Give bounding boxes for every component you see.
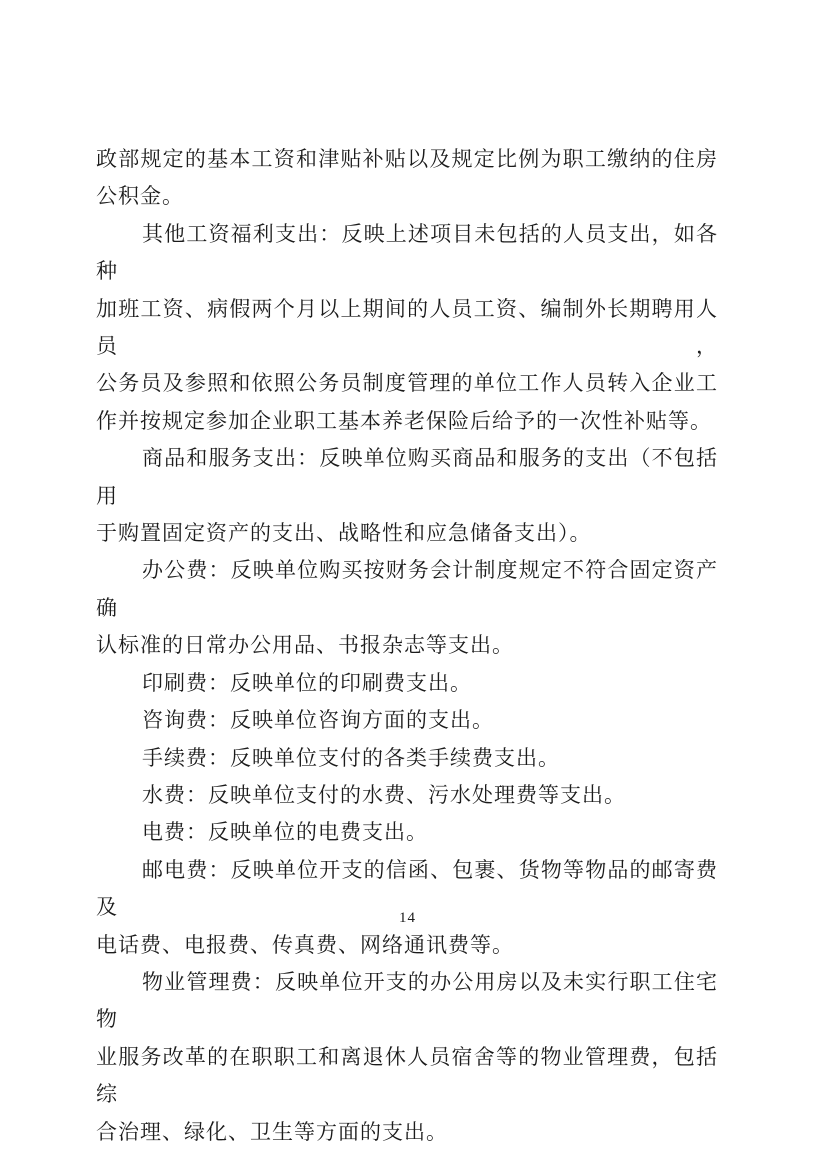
text-line: 印刷费：反映单位的印刷费支出。 [142, 670, 472, 695]
text-line: 邮电费：反映单位开支的信函、包裹、货物等物品的邮寄费及 [96, 857, 718, 920]
text-line: 物业管理费：反映单位开支的办公用房以及未实行职工住宅物 [96, 969, 718, 1032]
text-line: 办公费：反映单位购买按财务会计制度规定不符合固定资产确 [96, 558, 718, 620]
text-line: 于购置固定资产的支出、战略性和应急储备支出）。 [96, 521, 592, 546]
text-line: 电费：反映单位的电费支出。 [142, 820, 428, 845]
text-line: 商品和服务支出：反映单位购买商品和服务的支出（不包括用 [96, 446, 718, 508]
text-line: 电话费、电报费、传真费、网络通讯费等。 [96, 932, 514, 957]
text-line: 加班工资、病假两个月以上期间的人员工资、编制外长期聘用人员， [96, 296, 718, 359]
text-line: 其他工资福利支出：反映上述项目未包括的人员支出，如各种 [96, 221, 718, 284]
text-line: 手续费：反映单位支付的各类手续费支出。 [142, 745, 560, 770]
text-line: 业服务改革的在职职工和离退休人员宿舍等的物业管理费，包括综 [96, 1044, 718, 1107]
text-line: 政部规定的基本工资和津贴补贴以及规定比例为职工缴纳的住房 [96, 147, 718, 171]
text-line: 公积金。 [96, 184, 184, 209]
page-number: 14 [399, 910, 416, 926]
text-line: 作并按规定参加企业职工基本养老保险后给予的一次性补贴等。 [96, 408, 712, 433]
text-line: 认标准的日常办公用品、书报杂志等支出。 [96, 633, 514, 658]
text-line: 合治理、绿化、卫生等方面的支出。 [96, 1119, 448, 1144]
text-line: 公务员及参照和依照公务员制度管理的单位工作人员转入企业工 [96, 371, 718, 396]
text-line: 咨询费：反映单位咨询方面的支出。 [142, 708, 494, 733]
document-body [96, 141, 718, 1151]
text-line: 水费：反映单位支付的水费、污水处理费等支出。 [142, 782, 626, 807]
